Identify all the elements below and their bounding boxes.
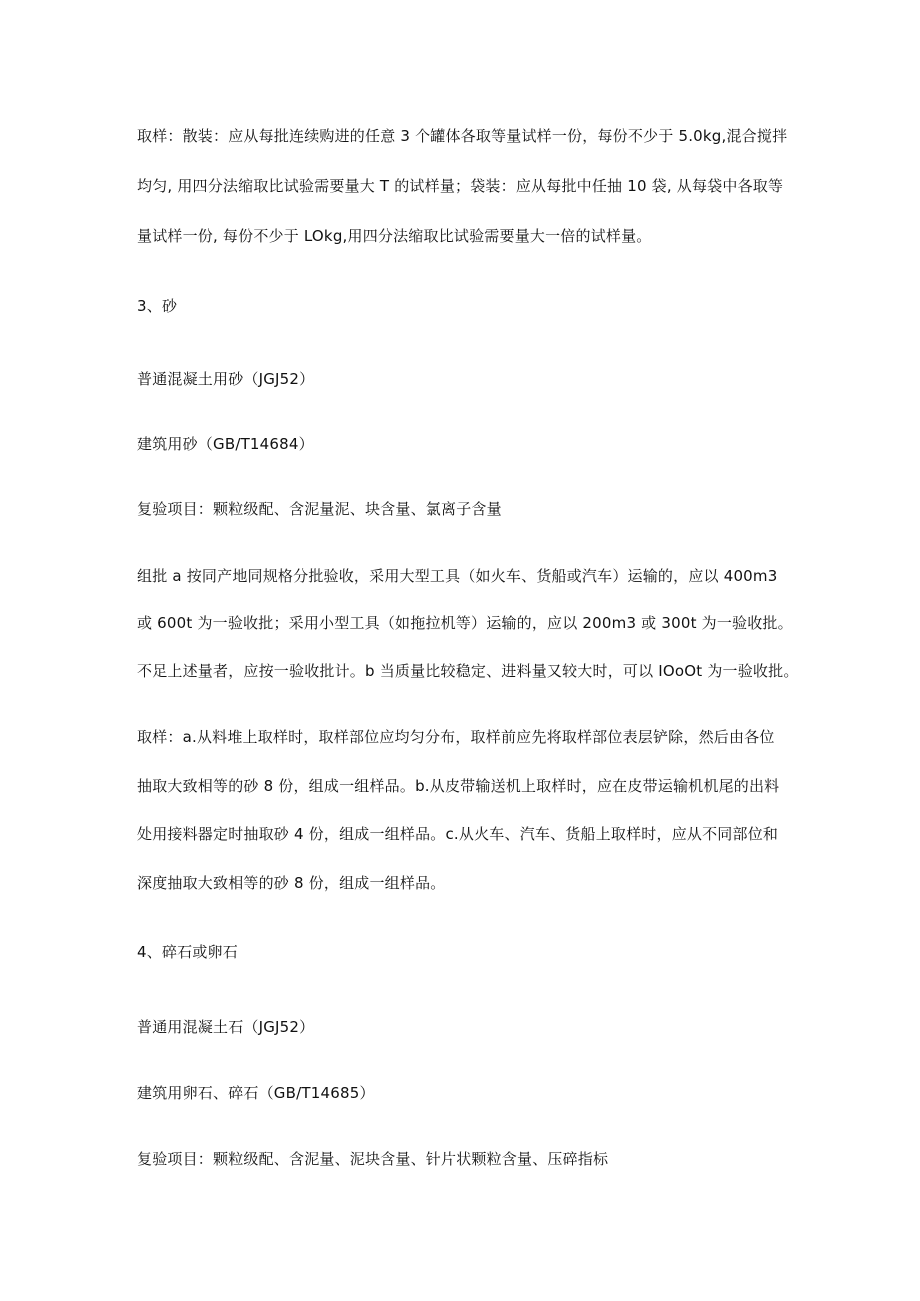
text-line: 抽取大致相等的砂 8 份，组成一组样品。b.从皮带输送机上取样时，应在皮带运输机机尾的出料 <box>137 777 780 795</box>
text-line: 深度抽取大致相等的砂 8 份，组成一组样品。 <box>137 874 446 892</box>
test-items: 复验项目：颗粒级配、含泥量、泥块含量、针片状颗粒含量、压碎指标 <box>137 1150 609 1168</box>
text-line: 不足上述量者，应按一验收批计。b 当质量比较稳定、进料量又较大时，可以 IOoOt 为一验收批。 <box>137 662 799 680</box>
text-line: 或 600t 为一验收批；采用小型工具（如拖拉机等）运输的，应以 200m3 或 300t 为一验收批。 <box>137 614 793 632</box>
standard-reference: 建筑用卵石、碎石（GB/T14685） <box>137 1084 375 1102</box>
test-items: 复验项目：颗粒级配、含泥量泥、块含量、氯离子含量 <box>137 500 502 518</box>
text-line: 均匀, 用四分法缩取比试验需要量大 T 的试样量；袋装：应从每批中任抽 10 袋, 从每袋中各取等 <box>137 177 784 195</box>
text-line: 组批 a 按同产地同规格分批验收，采用大型工具（如火车、货船或汽车）运输的，应以 400m3 <box>137 567 778 585</box>
text-line: 取样：散装：应从每批连续购进的任意 3 个罐体各取等量试样一份，每份不少于 5.0kg,混合搅拌 <box>137 127 788 145</box>
standard-reference: 普通用混凝土石（JGJ52） <box>137 1018 315 1036</box>
text-line: 量试样一份, 每份不少于 LOkg,用四分法缩取比试验需要量大一倍的试样量。 <box>137 227 652 245</box>
text-line: 取样：a.从料堆上取样时，取样部位应均匀分布，取样前应先将取样部位表层铲除，然后由各位 <box>137 728 775 746</box>
section-heading: 4、碎石或卵石 <box>137 943 238 961</box>
standard-reference: 建筑用砂（GB/T14684） <box>137 435 314 453</box>
standard-reference: 普通混凝土用砂（JGJ52） <box>137 370 315 388</box>
section-heading: 3、砂 <box>137 297 178 315</box>
text-line: 处用接料器定时抽取砂 4 份，组成一组样品。c.从火车、汽车、货船上取样时，应从不同部位和 <box>137 825 779 843</box>
